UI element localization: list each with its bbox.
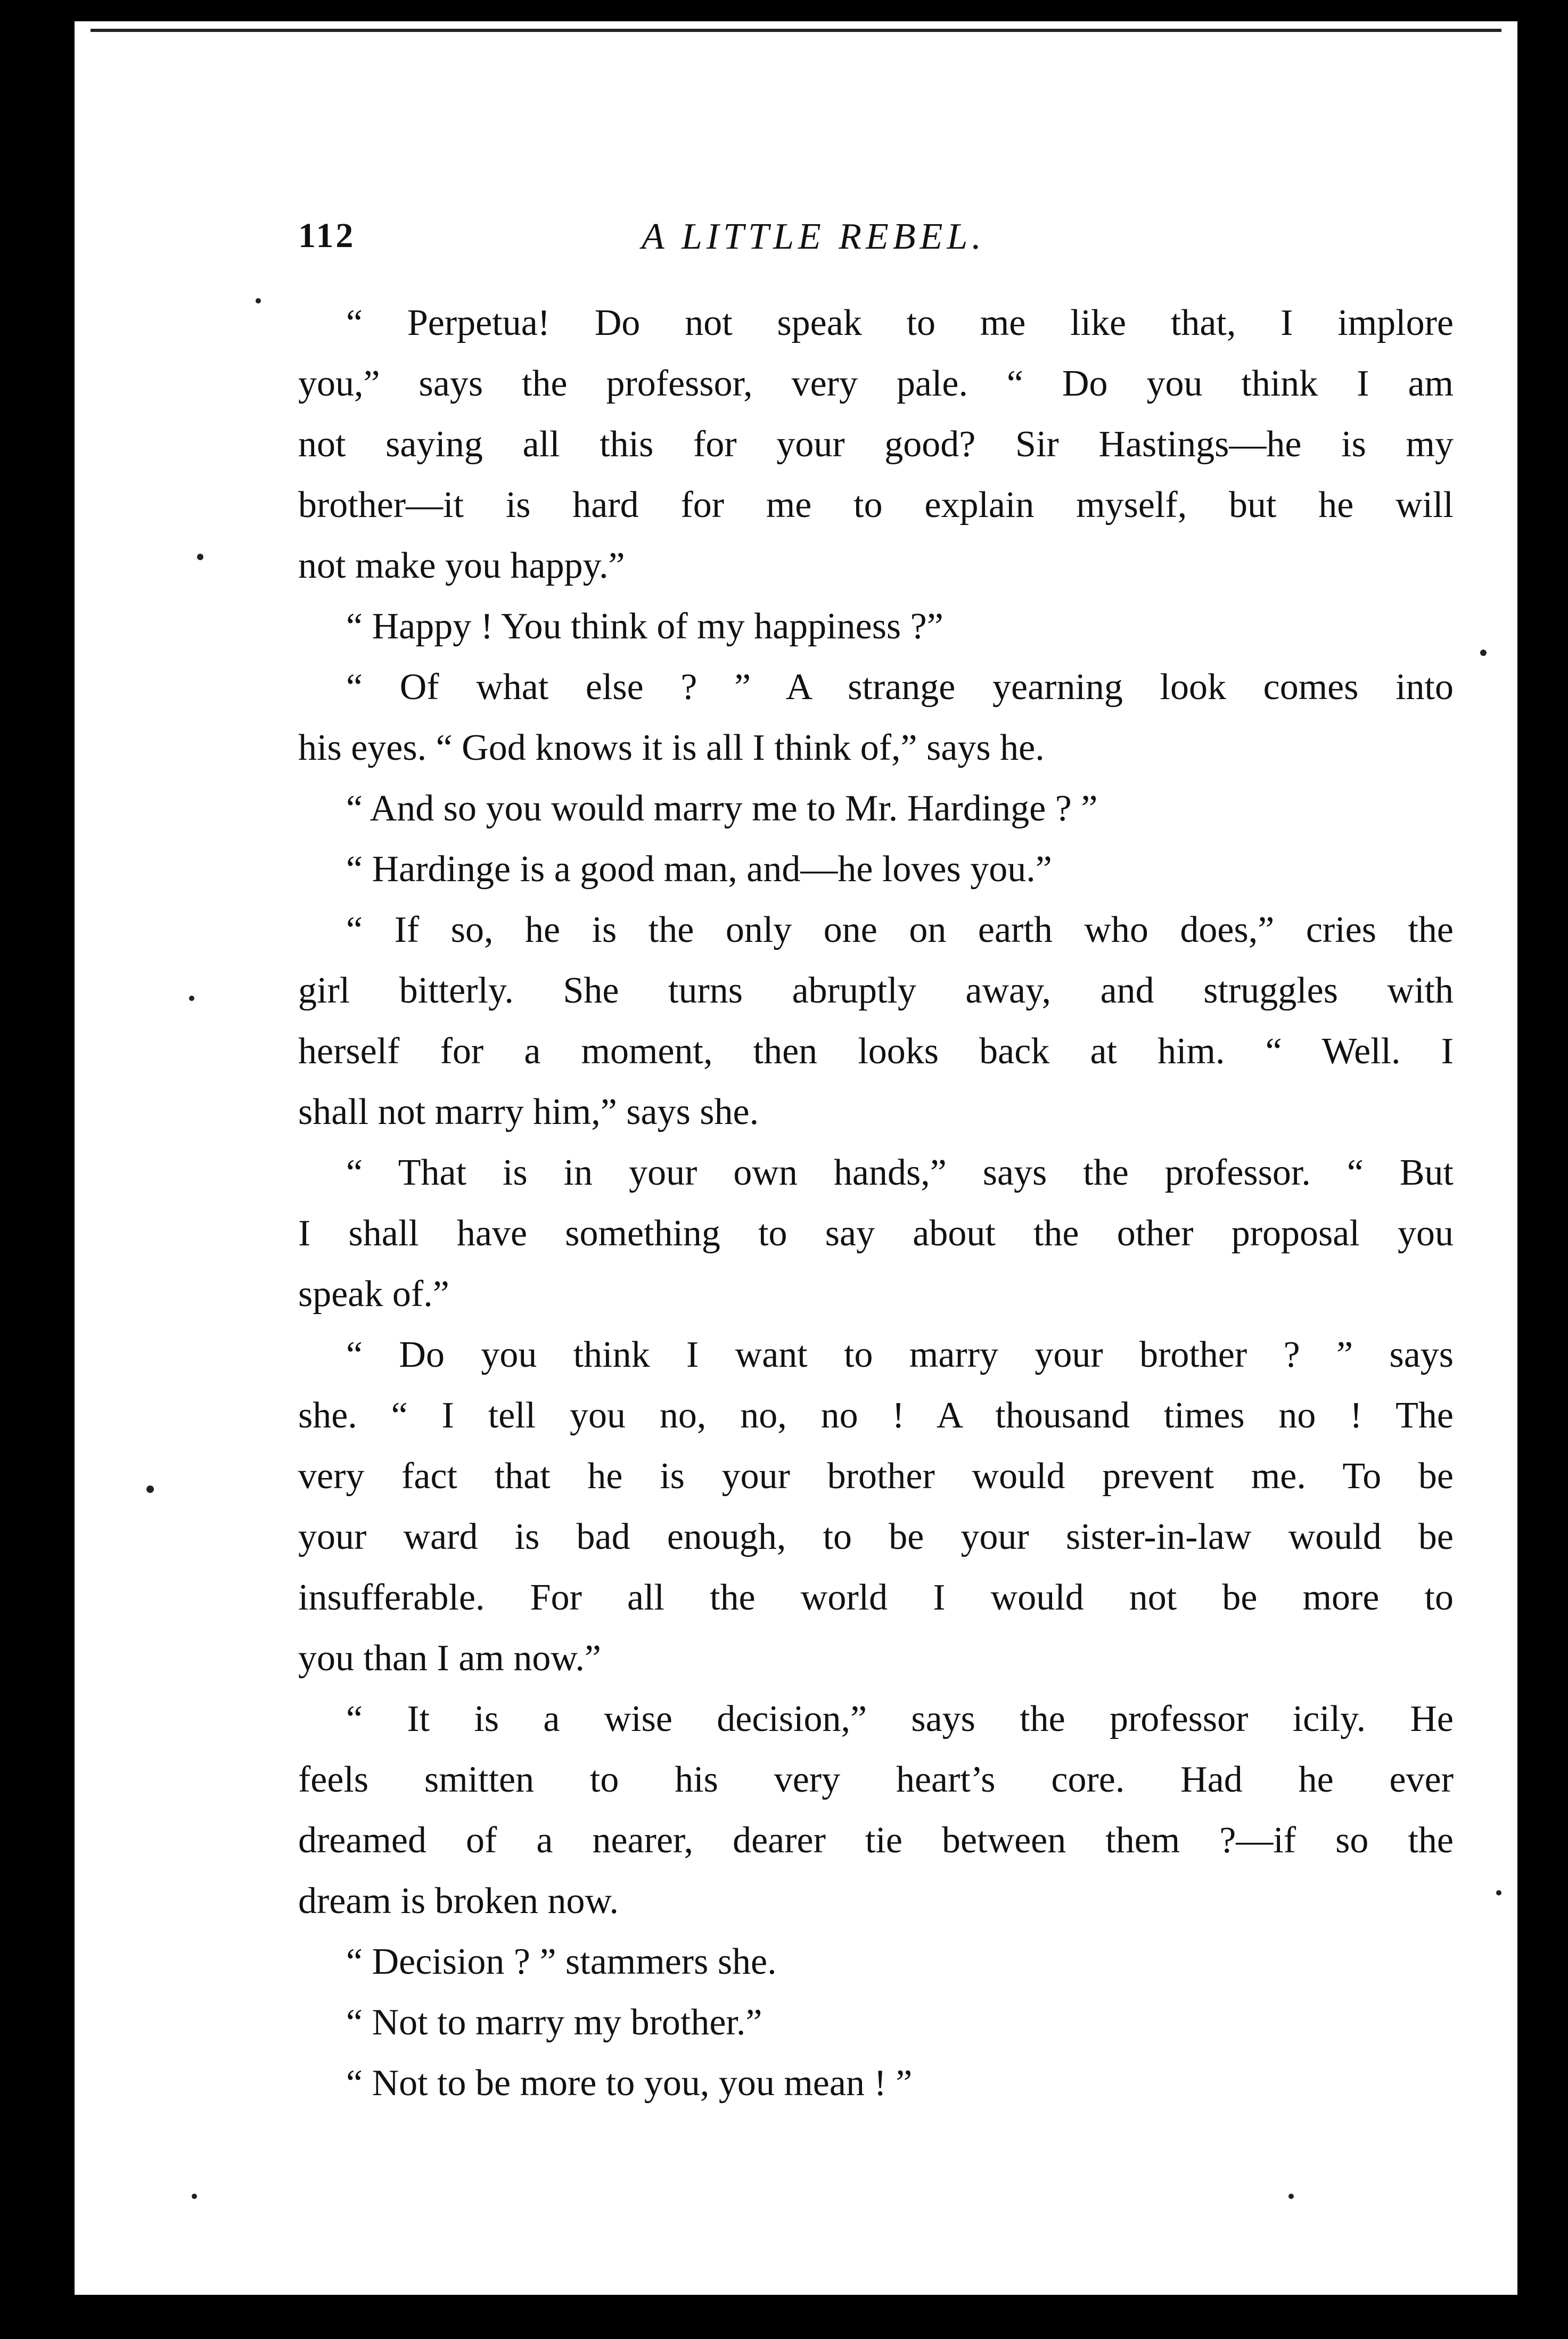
text-line: “ Of what else ? ” A strange yearning look comes into (346, 667, 1454, 708)
text-line: dreamed of a nearer, dearer tie between them ?—if so the (298, 1820, 1454, 1861)
text-line: girl bitterly. She turns abruptly away, and struggles with (298, 970, 1454, 1011)
running-title: A LITTLE REBEL. (642, 216, 986, 257)
text-line: “ Not to marry my brother.” (346, 2002, 762, 2043)
page-shadow-edge (1517, 0, 1568, 2339)
text-line: dream is broken now. (298, 1881, 619, 1922)
text-line: shall not marry him,” says she. (298, 1091, 759, 1132)
text-line: “ Decision ? ” stammers she. (346, 1941, 777, 1982)
book-page (75, 21, 1517, 2295)
text-line: not saying all this for your good? Sir Hastings—he is my (298, 424, 1454, 465)
page-top-edge (91, 29, 1501, 32)
text-line: you than I am now.” (298, 1638, 601, 1679)
text-line: speak of.” (298, 1274, 449, 1315)
text-line: “ Happy ! You think of my happiness ?” (346, 606, 943, 647)
text-line: “ That is in your own hands,” says the professor. “ But (346, 1152, 1454, 1193)
text-line: herself for a moment, then looks back at him. “ Well. I (298, 1031, 1454, 1072)
scan-speck (1480, 650, 1487, 656)
scan-speck (1288, 2194, 1294, 2199)
text-line: “ It is a wise decision,” says the professor icily. He (346, 1698, 1454, 1739)
text-line: “ Perpetua! Do not speak to me like that, I implore (346, 302, 1454, 343)
text-line: not make you happy.” (298, 545, 625, 586)
text-line: “ Not to be more to you, you mean ! ” (346, 2063, 913, 2104)
page-number: 112 (298, 216, 356, 255)
text-line: your ward is bad enough, to be your sister-in-law would be (298, 1516, 1454, 1557)
scan-speck (192, 2194, 197, 2199)
text-line: she. “ I tell you no, no, no ! A thousand times no ! The (298, 1395, 1454, 1436)
scan-speck (1496, 1890, 1501, 1895)
text-line: you,” says the professor, very pale. “ Do you think I am (298, 363, 1454, 404)
page-header (75, 205, 1517, 269)
text-line: “ Do you think I want to marry your brother ? ” says (346, 1334, 1454, 1375)
scan-speck (256, 298, 261, 303)
text-line: “ Hardinge is a good man, and—he loves you.” (346, 849, 1052, 890)
text-line: his eyes. “ God knows it is all I think of,” says he. (298, 727, 1045, 768)
text-line: “ And so you would marry me to Mr. Hardinge ? ” (346, 788, 1098, 829)
text-line: insufferable. For all the world I would not be more to (298, 1577, 1454, 1618)
text-line: feels smitten to his very heart’s core. Had he ever (298, 1759, 1454, 1800)
text-line: “ If so, he is the only one on earth who does,” cries the (346, 909, 1454, 950)
text-line: I shall have something to say about the other proposal you (298, 1213, 1454, 1254)
text-line: brother—it is hard for me to explain myself, but he will (298, 485, 1454, 526)
scan-speck (197, 554, 203, 560)
scan-speck (189, 996, 194, 1001)
body-text (298, 293, 1454, 2114)
text-line: very fact that he is your brother would prevent me. To be (298, 1456, 1454, 1497)
scan-speck (146, 1486, 154, 1493)
